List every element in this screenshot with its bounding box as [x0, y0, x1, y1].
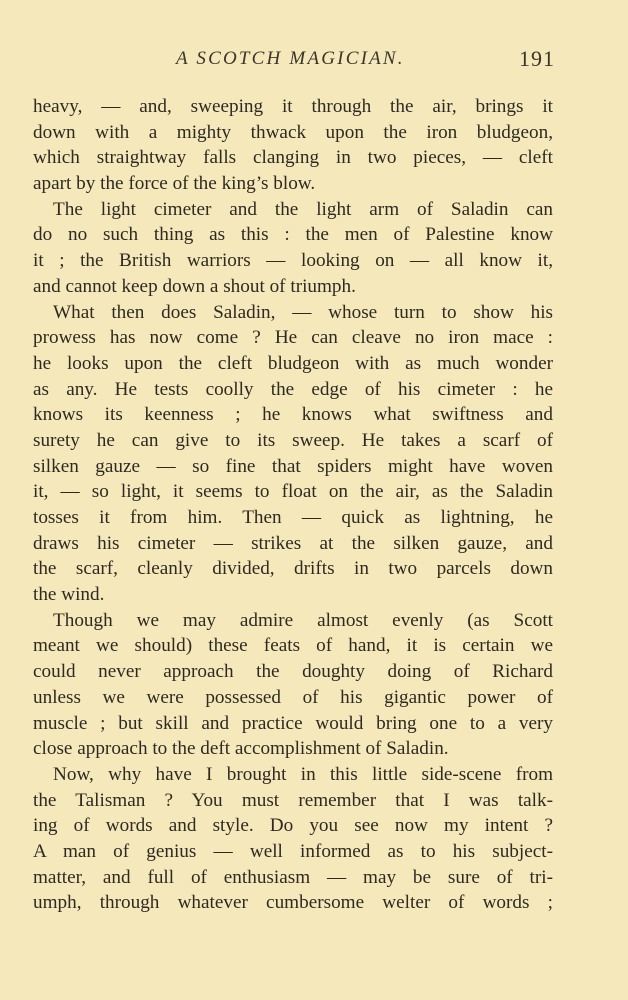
page-header: [0, 48, 628, 78]
text-line: tosses it from him. Then — quick as lightning, he: [33, 507, 553, 528]
text-line: What then does Saladin, — whose turn to show his: [53, 301, 553, 323]
text-line: meant we should) these feats of hand, it is certain we: [33, 635, 553, 657]
text-line: A man of genius — well informed as to his subject-: [33, 840, 553, 862]
text-line: close approach to the deft accomplishment of Saladin.: [33, 738, 449, 760]
text-line: draws his cimeter — strikes at the silken gauze, and: [33, 532, 553, 554]
text-line: heavy, — and, sweeping it through the air, brings it: [33, 96, 553, 117]
text-line: ing of words and style. Do you see now my intent ?: [33, 815, 553, 837]
page-number: 191: [519, 46, 555, 71]
text-line: the Talisman ? You must remember that I was talk-: [33, 789, 553, 811]
text-line: matter, and full of enthusiasm — may be sure of tri-: [33, 866, 553, 888]
text-line: do no such thing as this : the men of Palestine know: [33, 224, 553, 246]
text-line: the wind.: [33, 584, 105, 606]
text-line: down with a mighty thwack upon the iron bludgeon,: [33, 121, 553, 143]
text-line: as any. He tests coolly the edge of his cimeter : he: [33, 378, 553, 400]
text-line: the scarf, cleanly divided, drifts in two parcels down: [33, 558, 553, 580]
text-line: it ; the British warriors — looking on — all know it,: [33, 250, 553, 272]
text-line: apart by the force of the king’s blow.: [33, 173, 316, 195]
text-line: The light cimeter and the light arm of Saladin can: [53, 198, 553, 220]
text-line: prowess has now come ? He can cleave no iron mace :: [33, 327, 553, 349]
text-line: which straightway falls clanging in two pieces, — cleft: [33, 147, 553, 169]
body-text: [33, 94, 553, 916]
text-line: he looks upon the cleft bludgeon with as much wonder: [33, 352, 553, 374]
text-line: Though we may admire almost evenly (as Scott: [53, 609, 553, 631]
running-head: A SCOTCH MAGICIAN.: [176, 48, 405, 69]
text-line: and cannot keep down a shout of triumph.: [33, 275, 356, 297]
text-line: Now, why have I brought in this little side-scene from: [53, 763, 553, 785]
text-line: knows its keenness ; he knows what swiftness and: [33, 404, 553, 426]
text-line: silken gauze — so fine that spiders might have woven: [33, 455, 553, 477]
text-line: surety he can give to its sweep. He takes a scarf of: [33, 429, 553, 451]
text-line: could never approach the doughty doing of Richard: [33, 661, 553, 683]
text-line: unless we were possessed of his gigantic power of: [33, 686, 553, 708]
text-line: umph, through whatever cumbersome welter of words ;: [33, 892, 553, 914]
text-line: muscle ; but skill and practice would bring one to a very: [33, 712, 553, 734]
text-line: it, — so light, it seems to float on the air, as the Saladin: [33, 481, 553, 503]
